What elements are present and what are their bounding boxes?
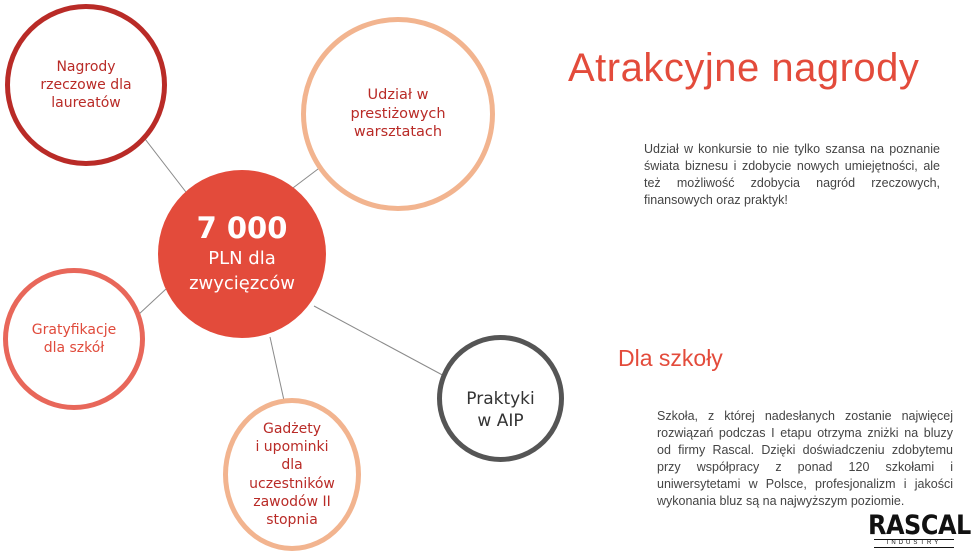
bubble-gadzety-line6: stopnia (266, 511, 318, 528)
bubble-gadzety-line3: dla (281, 457, 303, 474)
bubble-udzial-line2: prestiżowych (350, 105, 446, 122)
prize-line2: zwycięzców (189, 273, 295, 295)
prize-amount: 7 000 (196, 211, 288, 246)
bubble-gadzety-line4: uczestników (249, 475, 335, 492)
logo-word: RASCAL (868, 509, 971, 541)
school-section-text: Szkoła, z której nadesłanych zostanie najwięcej rozwiązań podczas I etapu otrzyma zniżki na bluzy od firmy Rascal. Dzięki doświadczeniu zdobytemu przy współpracy z ponad 120 szkołami i uniwersytetami w Polsce, profesjonalizm i jakości wykonania bluz są na najwyższym poziomie. (657, 409, 953, 508)
bubble-praktyki (437, 335, 564, 462)
bubble-gadzety-line5: zawodów II (253, 493, 331, 510)
bubble-main-prize (158, 170, 326, 338)
bubble-nagrody (5, 4, 167, 166)
bubble-gratyfikacje-line2: dla szkół (43, 340, 105, 356)
bubble-nagrody-line3: laureatów (51, 95, 121, 112)
logo-subtitle: INDUSTRY (874, 539, 954, 548)
rascal-logo (868, 509, 971, 550)
bubble-praktyki-line1: Praktyki (466, 389, 535, 409)
bubble-gadzety (223, 398, 361, 551)
connector-praktyki (314, 306, 448, 378)
bubble-gratyfikacje-line1: Gratyfikacje (31, 321, 117, 338)
intro-paragraph: Udział w konkursie to nie tylko szansa na poznanie świata biznesu i zdobycie nowych umiejętności, ale też możliwość zdobycia nagród rzeczowych, finansowych oraz praktyk! (644, 142, 940, 207)
prize-line1: PLN dla (208, 248, 276, 270)
bubble-nagrody-line1: Nagrody (56, 58, 116, 75)
bubble-nagrody-line2: rzeczowe dla (40, 76, 132, 93)
bubble-gadzety-line1: Gadżety (262, 420, 322, 437)
school-section-title: Dla szkoły (618, 345, 723, 371)
bubble-udzial-line3: warsztatach (353, 124, 443, 141)
bubble-praktyki-line2: w AIP (477, 411, 524, 432)
bubble-udzial (301, 17, 495, 211)
bubble-gratyfikacje (3, 268, 145, 410)
connector-gratyfikacje (138, 289, 166, 315)
page-title: Atrakcyjne nagrody (568, 46, 920, 90)
bubble-gadzety-line2: i upominki (255, 439, 329, 456)
bubble-udzial-line1: Udział w (367, 86, 429, 103)
